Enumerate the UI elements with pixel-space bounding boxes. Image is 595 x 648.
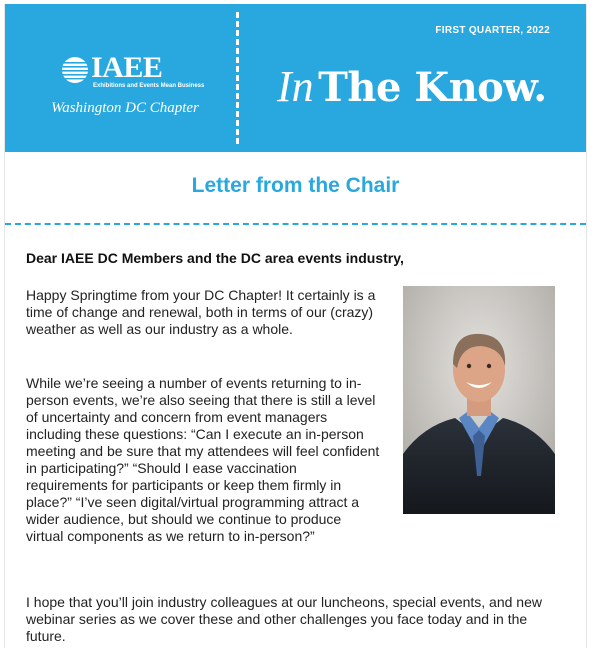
- masthead-the-know: The Know.: [318, 64, 547, 111]
- section-divider: [5, 223, 586, 225]
- header-divider: [236, 12, 239, 144]
- letter-salutation: Dear IAEE DC Members and the DC area events industry,: [26, 250, 404, 266]
- masthead-in: In: [277, 62, 314, 111]
- globe-icon: [61, 56, 89, 84]
- newsletter-masthead: [277, 62, 547, 122]
- letter-paragraph-1: Happy Springtime from your DC Chapter! It certainly is a time of change and renewal, both in terms of our (crazy) weather as well as our industry as a whole.: [26, 287, 376, 337]
- newsletter-header: [5, 4, 586, 152]
- chair-portrait-photo: [403, 286, 555, 514]
- portrait-image: [403, 286, 555, 514]
- letter-paragraph-2: While we’re seeing a number of events returning to in-person events, we’re also seeing that there is still a level of uncertainty and concern from event managers including these questions: “Can I execute an in-person meeting and be sure that my attendees will feel confident in participating?” “Should I ease vaccination requirements for participants or keep them firmly in place?” “I’ve seen digital/virtual programming attract a wider audience, but should we continue to produce virtual components as we return to in-person?”: [26, 375, 380, 544]
- issue-date: FIRST QUARTER, 2022: [435, 25, 550, 36]
- logo-wordmark: IAEE: [91, 51, 163, 84]
- logo-tagline: Exhibitions and Events Mean Business: [93, 83, 205, 89]
- iaee-logo[interactable]: [35, 52, 215, 122]
- letter-paragraph-3: I hope that you’ll join industry colleagues at our luncheons, special events, and new webinar series as we cover these and other challenges you face today and in the future.: [26, 594, 542, 644]
- section-title: Letter from the Chair: [191, 174, 400, 197]
- chapter-name: Washington DC Chapter: [51, 100, 199, 116]
- newsletter-frame: [4, 4, 587, 648]
